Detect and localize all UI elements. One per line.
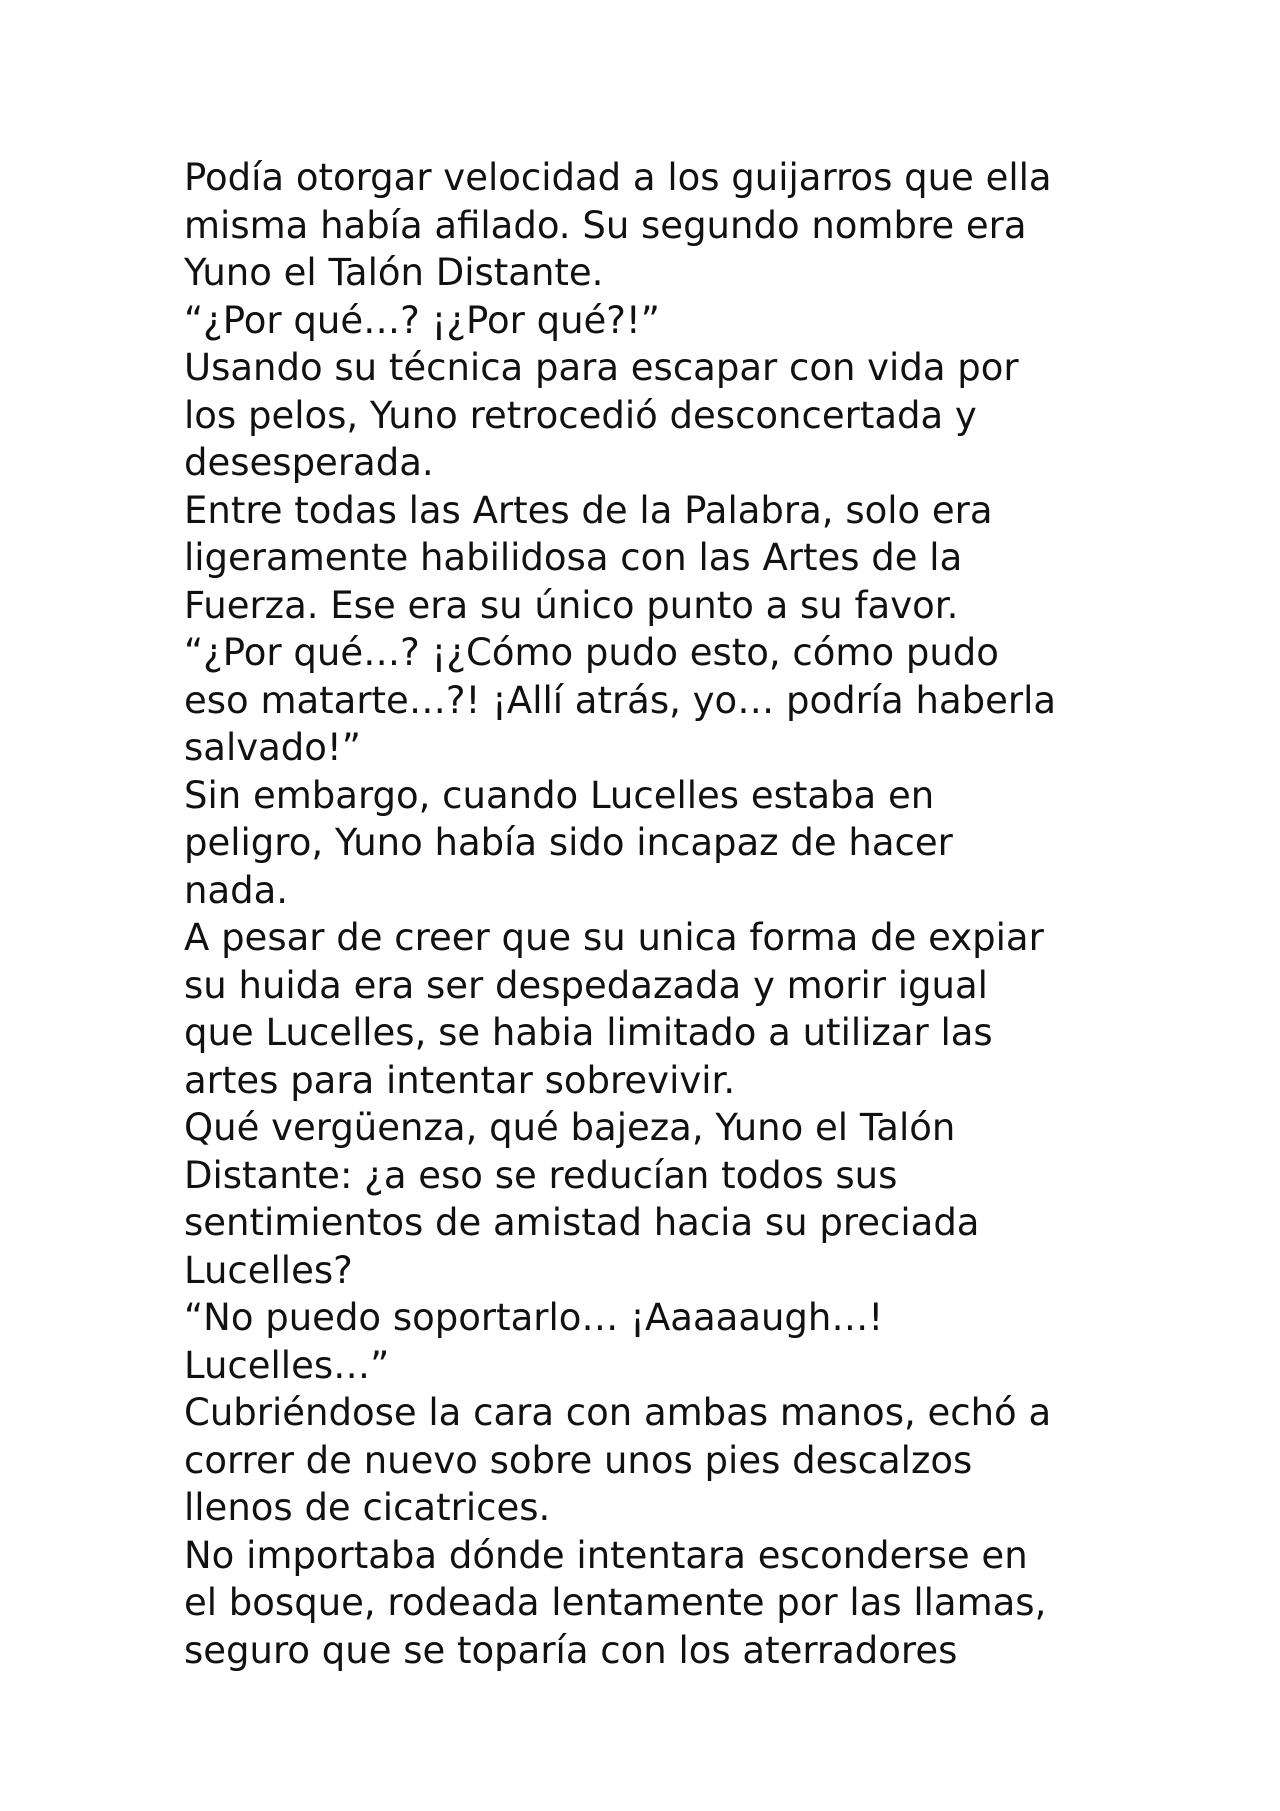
- text-line: Yuno el Talón Distante.: [184, 251, 604, 294]
- text-line: peligro, Yuno había sido incapaz de hacer: [184, 821, 953, 864]
- text-line: “¿Por qué…? ¡¿Cómo pudo esto, cómo pudo: [184, 631, 999, 674]
- text-line: correr de nuevo sobre unos pies descalzos: [184, 1438, 973, 1482]
- text-line: llenos de cicatrices.: [184, 1486, 551, 1529]
- text-line: No importaba dónde intentara esconderse en: [184, 1533, 1028, 1577]
- text-line: sentimientos de amistad hacia su preciada: [184, 1201, 980, 1244]
- text-line: su huida era ser despedazada y morir igual: [184, 963, 988, 1007]
- text-line: los pelos, Yuno retrocedió desconcertada y: [184, 393, 977, 437]
- text-line: Fuerza. Ese era su único punto a su favor.: [184, 583, 959, 627]
- text-line: Sin embargo, cuando Lucelles estaba en: [184, 773, 935, 817]
- text-line: seguro que se toparía con los aterradores: [184, 1628, 958, 1672]
- text-line: Podía otorgar velocidad a los guijarros que ella: [184, 156, 1052, 199]
- text-line: el bosque, rodeada lentamente por las llamas,: [184, 1581, 1047, 1624]
- text-line: artes para intentar sobrevivir.: [184, 1058, 736, 1102]
- text-line: desesperada.: [184, 441, 434, 484]
- text-line: “No puedo soportarlo… ¡Aaaaaugh…!: [184, 1296, 884, 1339]
- text-line: que Lucelles, se habia limitado a utilizar las: [184, 1011, 993, 1054]
- body-text: [184, 154, 1124, 1674]
- text-line: Cubriéndose la cara con ambas manos, echó a: [184, 1391, 1052, 1434]
- text-line: nada.: [184, 868, 289, 912]
- text-line: Entre todas las Artes de la Palabra, solo era: [184, 488, 993, 532]
- text-line: Lucelles?: [184, 1248, 353, 1292]
- text-line: ligeramente habilidosa con las Artes de la: [184, 536, 963, 579]
- text-line: misma había afilado. Su segundo nombre era: [184, 203, 1027, 247]
- text-line: eso matarte…?! ¡Allí atrás, yo… podría haberla: [184, 678, 1057, 722]
- text-line: A pesar de creer que su unica forma de expiar: [184, 916, 1044, 959]
- text-line: Lucelles…”: [184, 1343, 390, 1387]
- text-line: Distante: ¿a eso se reducían todos sus: [184, 1153, 898, 1197]
- text-line: Qué vergüenza, qué bajeza, Yuno el Talón: [184, 1106, 956, 1149]
- text-line: “¿Por qué…? ¡¿Por qué?!”: [184, 298, 660, 342]
- text-line: Usando su técnica para escapar con vida por: [184, 346, 1019, 389]
- text-line: salvado!”: [184, 726, 361, 769]
